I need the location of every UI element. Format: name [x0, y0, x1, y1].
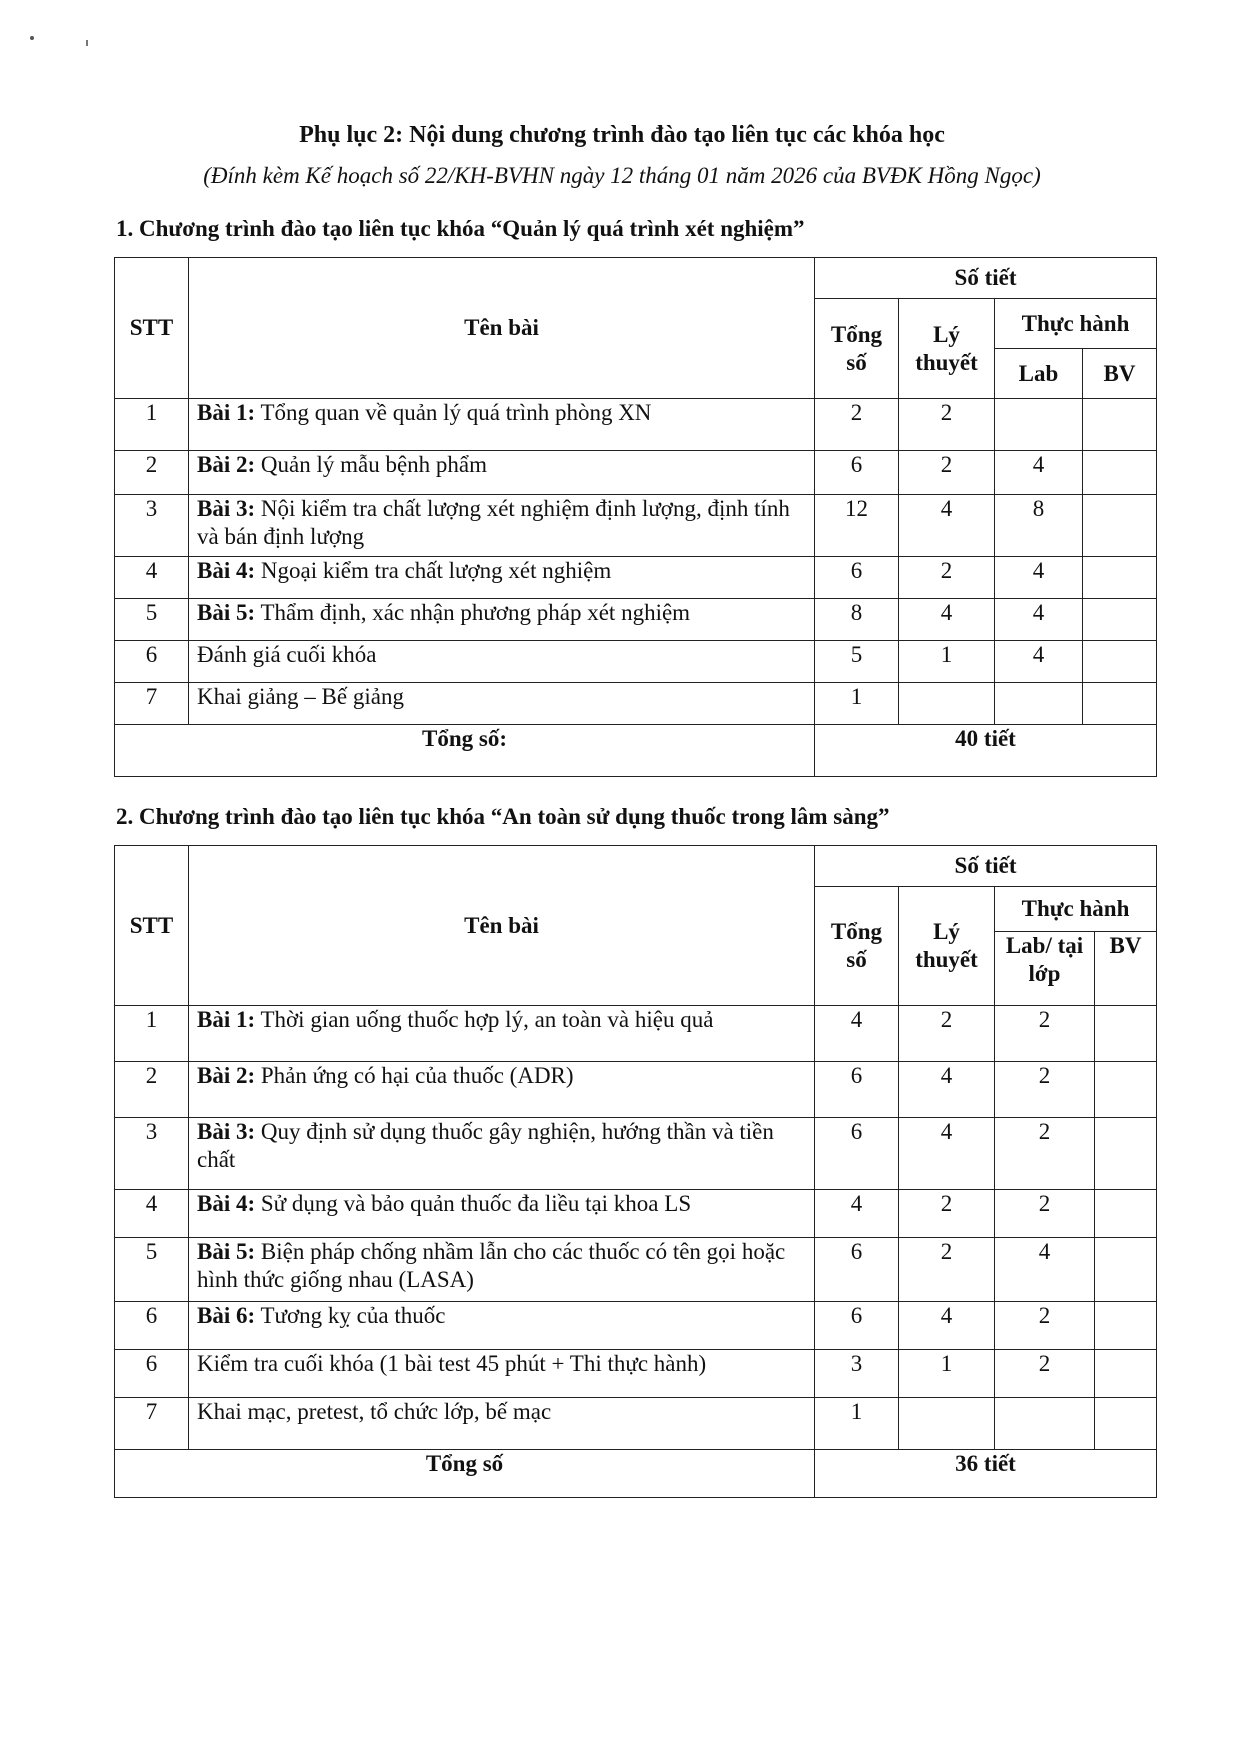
row-total: 3	[815, 1350, 899, 1398]
table-row	[115, 399, 1157, 451]
row-total: 2	[815, 399, 899, 451]
row-lab: 2	[995, 1302, 1095, 1350]
header-tong-so: Tổng số	[815, 887, 899, 1006]
header-thuc-hanh: Thực hành	[995, 887, 1157, 932]
row-lab: 4	[995, 599, 1083, 641]
lesson-prefix: Bài 2:	[197, 1063, 256, 1088]
row-stt: 6	[115, 1302, 189, 1350]
row-lab: 4	[995, 557, 1083, 599]
row-lab	[995, 399, 1083, 451]
row-lesson-name	[189, 1238, 815, 1302]
row-stt: 3	[115, 495, 189, 557]
row-lab: 4	[995, 641, 1083, 683]
lesson-prefix: Bài 4:	[197, 558, 256, 583]
lesson-title: Thời gian uống thuốc hợp lý, an toàn và hiệu quả	[255, 1007, 714, 1032]
lesson-title: Phản ứng có hại của thuốc (ADR)	[255, 1063, 574, 1088]
row-lab: 2	[995, 1350, 1095, 1398]
lesson-prefix: Bài 1:	[197, 1007, 256, 1032]
course2-total-label: Tổng số	[115, 1450, 815, 1498]
row-total: 5	[815, 641, 899, 683]
row-bv	[1095, 1398, 1157, 1450]
lesson-prefix: Bài 3:	[197, 1119, 256, 1144]
row-bv	[1095, 1302, 1157, 1350]
row-total: 6	[815, 1302, 899, 1350]
row-lab: 4	[995, 1238, 1095, 1302]
row-lesson-name	[189, 1062, 815, 1118]
course2-total-value: 36 tiết	[815, 1450, 1157, 1498]
table-row	[115, 1062, 1157, 1118]
lesson-title: Kiểm tra cuối khóa (1 bài test 45 phút + Thi thực hành)	[197, 1351, 707, 1376]
row-lab: 2	[995, 1062, 1095, 1118]
row-bv	[1095, 1118, 1157, 1190]
table-row	[115, 1118, 1157, 1190]
row-stt: 6	[115, 1350, 189, 1398]
row-stt: 2	[115, 451, 189, 495]
row-stt: 5	[115, 1238, 189, 1302]
row-total: 6	[815, 451, 899, 495]
header-lab: Lab	[995, 349, 1083, 399]
table-row	[115, 1006, 1157, 1062]
row-theory: 4	[899, 1118, 995, 1190]
row-bv	[1095, 1190, 1157, 1238]
lesson-prefix: Bài 5:	[197, 1239, 256, 1264]
table-row	[115, 1302, 1157, 1350]
row-lab: 2	[995, 1118, 1095, 1190]
row-bv	[1083, 495, 1157, 557]
row-bv	[1083, 641, 1157, 683]
lesson-prefix: Bài 1:	[197, 400, 256, 425]
row-lesson-name	[189, 451, 815, 495]
course2-rows	[115, 1006, 1157, 1450]
table-row	[115, 599, 1157, 641]
row-theory: 4	[899, 1302, 995, 1350]
row-lesson-name	[189, 1006, 815, 1062]
table-row	[115, 683, 1157, 725]
lesson-prefix: Bài 4:	[197, 1191, 256, 1216]
header-name: Tên bài	[189, 846, 815, 1006]
row-theory: 4	[899, 495, 995, 557]
scan-speck	[30, 36, 34, 40]
row-lesson-name	[189, 495, 815, 557]
row-bv	[1083, 451, 1157, 495]
row-total: 12	[815, 495, 899, 557]
table-row	[115, 451, 1157, 495]
header-lab: Lab/ tại lớp	[995, 932, 1095, 1006]
lesson-prefix: Bài 6:	[197, 1303, 256, 1328]
row-lesson-name	[189, 1350, 815, 1398]
lesson-title: Biện pháp chống nhầm lẫn cho các thuốc có tên gọi hoặc hình thức giống nhau (LASA)	[197, 1239, 786, 1292]
lesson-prefix: Bài 3:	[197, 496, 256, 521]
header-bv: BV	[1083, 349, 1157, 399]
lesson-title: Tổng quan về quản lý quá trình phòng XN	[255, 400, 652, 425]
table-row	[115, 641, 1157, 683]
row-total: 6	[815, 557, 899, 599]
row-theory	[899, 683, 995, 725]
row-stt: 6	[115, 641, 189, 683]
header-ly-thuyet: Lý thuyết	[899, 299, 995, 399]
header-so-tiet: Số tiết	[815, 258, 1157, 299]
lesson-title: Khai giảng – Bế giảng	[197, 684, 404, 709]
course1-total-value: 40 tiết	[815, 725, 1157, 777]
lesson-title: Thẩm định, xác nhận phương pháp xét nghiệm	[255, 600, 691, 625]
table-row	[115, 557, 1157, 599]
page-subtitle: (Đính kèm Kế hoạch số 22/KH-BVHN ngày 12 tháng 01 năm 2026 của BVĐK Hồng Ngọc)	[203, 163, 1041, 188]
row-total: 8	[815, 599, 899, 641]
row-theory: 2	[899, 1006, 995, 1062]
row-total: 6	[815, 1118, 899, 1190]
row-theory	[899, 1398, 995, 1450]
course2-table	[114, 845, 1157, 1498]
lesson-title: Tương kỵ của thuốc	[255, 1303, 446, 1328]
row-lesson-name	[189, 1118, 815, 1190]
row-theory: 2	[899, 557, 995, 599]
course1-table	[114, 257, 1157, 777]
row-total: 6	[815, 1062, 899, 1118]
row-lesson-name	[189, 641, 815, 683]
row-stt: 7	[115, 1398, 189, 1450]
row-stt: 1	[115, 399, 189, 451]
course1-heading: 1. Chương trình đào tạo liên tục khóa “Quản lý quá trình xét nghiệm”	[116, 216, 805, 241]
lesson-prefix: Bài 5:	[197, 600, 256, 625]
row-theory: 2	[899, 1190, 995, 1238]
lesson-title: Quản lý mẫu bệnh phẩm	[255, 452, 488, 477]
header-name: Tên bài	[189, 258, 815, 399]
row-stt: 7	[115, 683, 189, 725]
row-bv	[1095, 1006, 1157, 1062]
page-title: Phụ lục 2: Nội dung chương trình đào tạo liên tục các khóa học	[299, 122, 945, 148]
row-stt: 2	[115, 1062, 189, 1118]
row-lab	[995, 1398, 1095, 1450]
row-theory: 1	[899, 641, 995, 683]
lesson-title: Đánh giá cuối khóa	[197, 642, 377, 667]
header-thuc-hanh: Thực hành	[995, 299, 1157, 349]
row-lab	[995, 683, 1083, 725]
row-lesson-name	[189, 1398, 815, 1450]
row-theory: 2	[899, 399, 995, 451]
row-lesson-name	[189, 557, 815, 599]
row-lesson-name	[189, 683, 815, 725]
lesson-title: Nội kiểm tra chất lượng xét nghiệm định lượng, định tính và bán định lượng	[197, 496, 790, 549]
course2-heading: 2. Chương trình đào tạo liên tục khóa “An toàn sử dụng thuốc trong lâm sàng”	[116, 804, 890, 829]
course1-total-label: Tổng số:	[115, 725, 815, 777]
header-so-tiet: Số tiết	[815, 846, 1157, 887]
row-stt: 4	[115, 1190, 189, 1238]
header-ly-thuyet: Lý thuyết	[899, 887, 995, 1006]
course1-rows	[115, 399, 1157, 725]
table-row	[115, 495, 1157, 557]
lesson-title: Ngoại kiểm tra chất lượng xét nghiệm	[255, 558, 612, 583]
row-lesson-name	[189, 1302, 815, 1350]
row-bv	[1083, 599, 1157, 641]
row-bv	[1083, 399, 1157, 451]
row-theory: 4	[899, 1062, 995, 1118]
lesson-title: Quy định sử dụng thuốc gây nghiện, hướng thần và tiền chất	[197, 1119, 774, 1172]
lesson-prefix: Bài 2:	[197, 452, 256, 477]
row-lesson-name	[189, 1190, 815, 1238]
row-stt: 5	[115, 599, 189, 641]
row-bv	[1095, 1062, 1157, 1118]
row-stt: 3	[115, 1118, 189, 1190]
row-lesson-name	[189, 399, 815, 451]
table-row	[115, 1190, 1157, 1238]
lesson-title: Sử dụng và bảo quản thuốc đa liều tại khoa LS	[255, 1191, 692, 1216]
row-stt: 1	[115, 1006, 189, 1062]
row-lab: 4	[995, 451, 1083, 495]
lesson-title: Khai mạc, pretest, tổ chức lớp, bế mạc	[197, 1399, 552, 1424]
table-row	[115, 1350, 1157, 1398]
row-theory: 4	[899, 599, 995, 641]
row-total: 6	[815, 1238, 899, 1302]
row-bv	[1083, 683, 1157, 725]
header-bv: BV	[1095, 932, 1157, 1006]
row-total: 1	[815, 683, 899, 725]
row-total: 1	[815, 1398, 899, 1450]
header-tong-so: Tổng số	[815, 299, 899, 399]
table-row	[115, 1398, 1157, 1450]
row-bv	[1083, 557, 1157, 599]
row-bv	[1095, 1350, 1157, 1398]
row-stt: 4	[115, 557, 189, 599]
row-theory: 2	[899, 451, 995, 495]
row-total: 4	[815, 1006, 899, 1062]
row-lab: 8	[995, 495, 1083, 557]
row-lesson-name	[189, 599, 815, 641]
table-row	[115, 1238, 1157, 1302]
row-theory: 1	[899, 1350, 995, 1398]
row-theory: 2	[899, 1238, 995, 1302]
header-stt: STT	[115, 846, 189, 1006]
row-lab: 2	[995, 1190, 1095, 1238]
row-bv	[1095, 1238, 1157, 1302]
scan-speck	[86, 40, 88, 46]
header-stt: STT	[115, 258, 189, 399]
row-lab: 2	[995, 1006, 1095, 1062]
row-total: 4	[815, 1190, 899, 1238]
